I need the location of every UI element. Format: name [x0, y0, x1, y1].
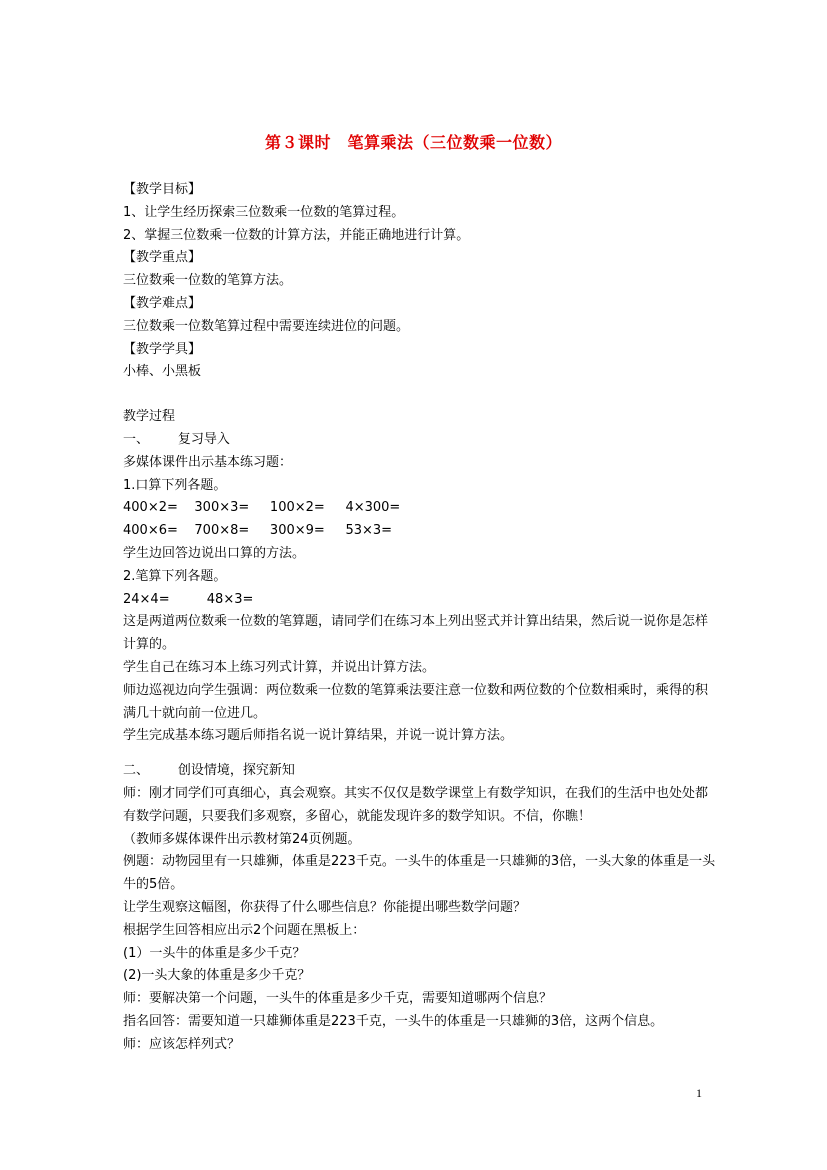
text-line: (1）一头牛的体重是多少千克？	[123, 945, 306, 961]
text-line: 根据学生回答相应出示2个问题在黑板上：	[123, 922, 366, 938]
math-line: 400×6= 700×8= 300×9= 53×3=	[123, 523, 393, 539]
text-line: 三位数乘一位数笔算过程中需要连续进位的问题。	[123, 318, 410, 334]
text-line: 师：要解决第一个问题，一头牛的体重是多少千克，需要知道哪两个信息？	[123, 991, 553, 1007]
math-line: 400×2= 300×3= 100×2= 4×300=	[123, 500, 401, 516]
text-line: 学生完成基本练习题后师指名说一说计算结果，并说一说计算方法。	[123, 728, 514, 744]
text-line: (2)一头大象的体重是多少千克？	[123, 968, 311, 984]
text-line: 师边巡视边向学生强调：两位数乘一位数的笔算乘法要注意一位数和两位数的个位数相乘时，乘得的积满几十就向前一位进几。	[123, 682, 709, 721]
text-line: 三位数乘一位数的笔算方法。	[123, 273, 293, 289]
section-heading: 【教学重点】	[123, 250, 202, 266]
text-line: 1、让学生经历探索三位数乘一位数的笔算过程。	[123, 204, 405, 220]
section-heading: 二、 创设情境，探究新知	[123, 763, 295, 779]
math-line: 24×4= 48×3=	[123, 591, 254, 607]
section-heading: 【教学目标】	[123, 182, 202, 197]
text-line: 师：应该怎样列式？	[123, 1036, 241, 1052]
text-line: 学生边回答边说出口算的方法。	[123, 545, 306, 561]
section-heading: 【教学难点】	[123, 295, 202, 311]
text-line: 2、掌握三位数乘一位数的计算方法，并能正确地进行计算。	[123, 227, 470, 243]
text-line: 一、 复习导入	[123, 431, 230, 447]
section-heading: 【教学学具】	[123, 341, 202, 357]
text-line: 例题：动物园里有一只雄狮，体重是223千克。一头牛的体重是一只雄狮的3倍，一头大象的体重是一头牛的5倍。	[123, 854, 716, 893]
lesson-title: 第３课时 笔算乘法（三位数乘一位数）	[264, 133, 562, 152]
page-number: 1	[696, 1086, 702, 1100]
text-line: 师：刚才同学们可真细心，真会观察。其实不仅仅是数学课堂上有数学知识，在我们的生活中也处处都有数学问题，只要我们多观察，多留心，就能发现许多的数学知识。不信，你瞧！	[123, 785, 709, 824]
section-heading: 教学过程	[123, 409, 176, 425]
text-line: 2.笔算下列各题。	[123, 568, 227, 584]
text-line: 小棒、小黑板	[123, 364, 202, 380]
text-line: 1.口算下列各题。	[123, 477, 227, 493]
text-line: 让学生观察这幅图，你获得了什么哪些信息？你能提出哪些数学问题？	[123, 899, 527, 915]
text-line: 这是两道两位数乘一位数的笔算题，请同学们在练习本上列出竖式并计算出结果，然后说一说你是怎样计算的。	[123, 614, 709, 653]
text-line: （教师多媒体课件出示教材第24页例题。	[123, 831, 361, 847]
lesson-body	[123, 179, 718, 1056]
text-line: 指名回答：需要知道一只雄狮体重是223千克，一头牛的体重是一只雄狮的3倍，这两个信息。	[123, 1013, 664, 1029]
text-line: 学生自己在练习本上练习列式计算，并说出计算方法。	[123, 659, 436, 675]
text-line: 多媒体课件出示基本练习题：	[123, 454, 293, 470]
